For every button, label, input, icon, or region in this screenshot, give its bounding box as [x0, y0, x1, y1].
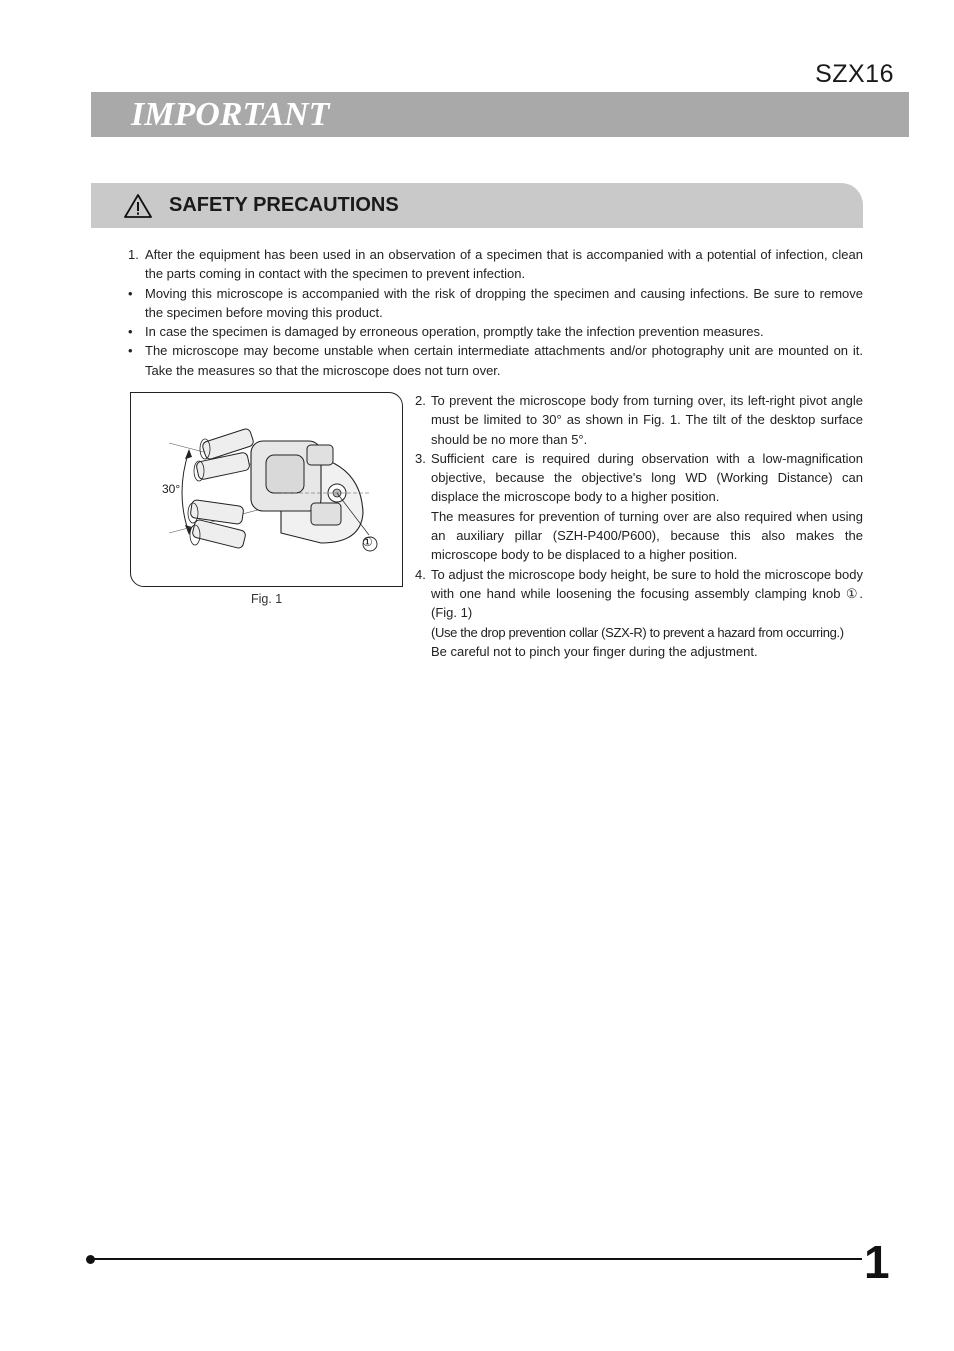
safety-list — [128, 245, 863, 380]
figure-1-box — [130, 392, 403, 587]
list-item-continuation: Be careful not to pinch your finger during the adjustment. — [431, 643, 758, 659]
safety-title: SAFETY PRECAUTIONS — [169, 194, 399, 216]
list-item: • In case the specimen is damaged by erroneous operation, promptly take the infection prevention measures. — [128, 324, 764, 340]
page-number: 1 — [864, 1236, 890, 1288]
callout-number: ① — [362, 535, 373, 549]
warning-triangle-icon — [123, 193, 153, 219]
footer-dot — [86, 1255, 95, 1264]
list-item: • The microscope may become unstable when certain intermediate attachments and/or photography unit are mounted on it. Take the measures so that the microscope does not turn over. — [128, 343, 863, 378]
right-column-list — [415, 391, 863, 661]
list-item: 4. To adjust the microscope body height, be sure to hold the microscope body with one hand while loosening the focusing assembly clamping knob ①. (Fig. 1) — [415, 566, 863, 621]
important-title: IMPORTANT — [131, 96, 330, 133]
list-item: 2. To prevent the microscope body from turning over, its left-right pivot angle must be limited to 30° as shown in Fig. 1. The tilt of the desktop surface should be no more than 5°. — [415, 393, 863, 447]
angle-label: 30° — [162, 482, 181, 496]
safety-precautions-header — [91, 183, 863, 228]
list-item: 3. Sufficient care is required during observation with a low-magnification objective, because the objective's long WD (Working Distance) can displace the microscope body to a higher position. — [415, 450, 863, 505]
model-name: SZX16 — [815, 60, 894, 88]
list-item: • Moving this microscope is accompanied with the risk of dropping the specimen and causing infections. Be sure to remove the specimen before moving this product. — [128, 285, 863, 320]
important-banner — [91, 92, 909, 137]
footer-rule — [92, 1258, 862, 1260]
figure-caption: Fig. 1 — [251, 592, 283, 606]
list-item: 1. After the equipment has been used in an observation of a specimen that is accompanied with a potential of infection, clean the parts coming in contact with the specimen to prevent infection. — [128, 247, 863, 282]
list-item-continuation: The measures for prevention of turning over are also required when using an auxiliary pillar (SZH-P400/P600), because this also makes the microscope body to be displaced to a higher position. — [431, 508, 863, 563]
list-item-continuation: (Use the drop prevention collar (SZX-R) to prevent a hazard from occurring.) — [431, 624, 844, 640]
